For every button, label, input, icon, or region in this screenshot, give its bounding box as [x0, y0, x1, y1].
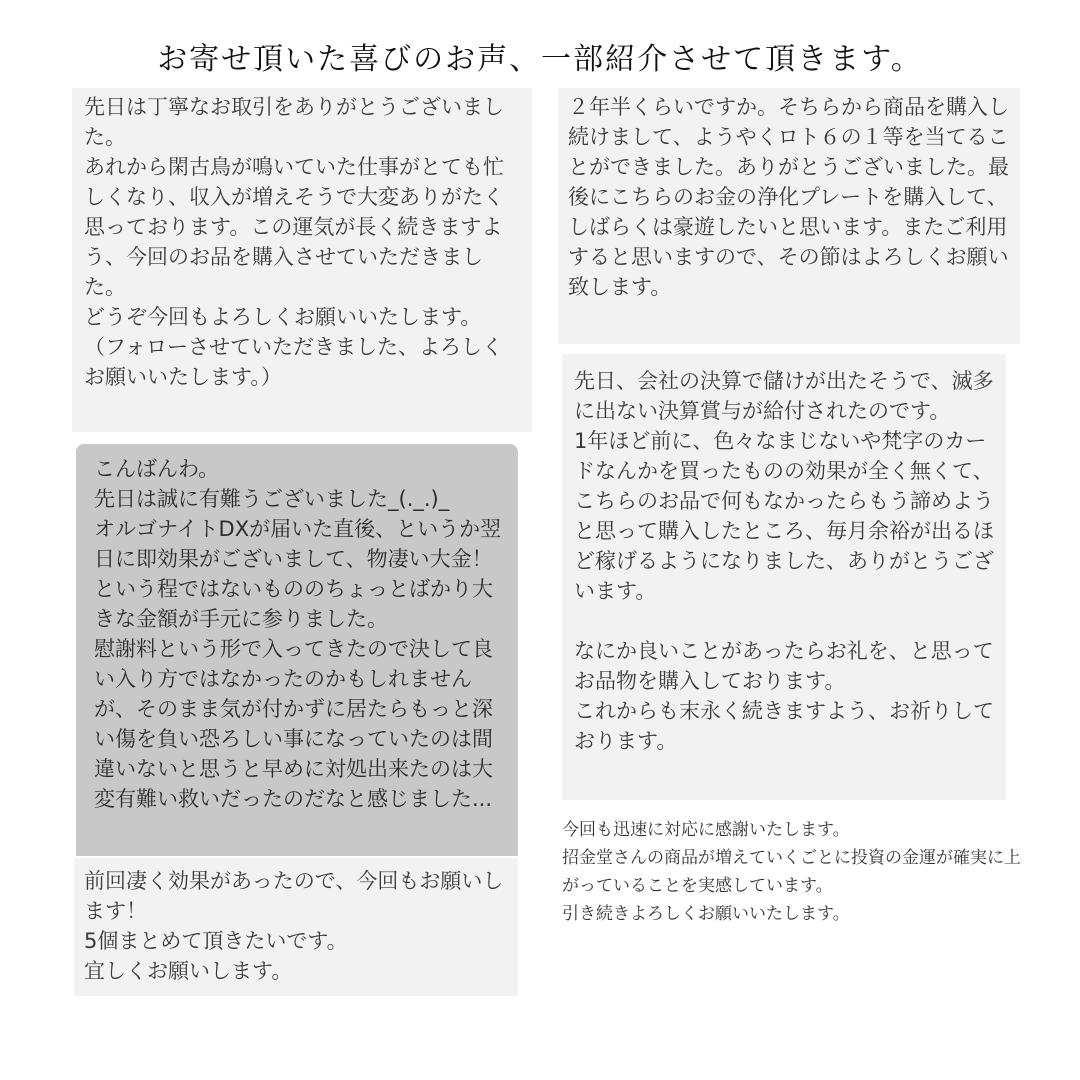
testimonial-card: 先日、会社の決算で儲けが出たそうで、滅多に出ない決算賞与が給付されたのです。 1年ほど前に、色々なまじないや梵字のカードなんかを買ったものの効果が全く無くて、こちらのお品で何もなかったらもう諦めようと思って購入したところ、毎月余裕が出るほど稼げるようになりました、ありがとうございます。 なにか良いことがあったらお礼を、と思ってお品物を購入しております。 これからも末永く続きますよう、お祈りしております。	[562, 354, 1006, 800]
testimonial-card: 今回も迅速に対応に感謝いたします。 招金堂さんの商品が増えていくごとに投資の金運が確実に上がっていることを実感しています。 引き続きよろしくお願いいたします。	[562, 820, 1021, 924]
testimonial-card: 先日は丁寧なお取引をありがとうございました。 あれから閑古鳥が鳴いていた仕事がとても忙しくなり、収入が増えそうで大変ありがたく思っております。この運気が長く続きますよう、今回のお品を購入させていただきました。 どうぞ今回もよろしくお願いいたします。 （フォローさせていただきました、よろしくお願いいたします。）	[72, 88, 532, 432]
testimonial-card: こんばんわ。 先日は誠に有難うございました_(._.)_ オルゴナイトDXが届いた直後、というか翌日に即効果がございまして、物凄い大金！という程ではないもののちょっとばかり大きな金額が手元に参りました。 慰謝料という形で入ってきたので決して良い入り方ではなかったのかもしれませんが、そのまま気が付かずに居たらもっと深い傷を負い恐ろしい事になっていたのは間違いないと思うと早めに対処出来たのは大変有難い救いだったのだなと感じました...	[76, 444, 518, 856]
testimonial-card: ２年半くらいですか。そちらから商品を購入し続けまして、ようやくロト６の１等を当てることができました。ありがとうございました。最後にこちらのお金の浄化プレートを購入して、しばらくは豪遊したいと思います。またご利用すると思いますので、その節はよろしくお願い致します。	[558, 88, 1020, 344]
testimonial-card: 前回凄く効果があったので、今回もお願いします！ 5個まとめて頂きたいです。 宜しくお願いします。	[74, 858, 518, 996]
page-title: お寄せ頂いた喜びのお声、一部紹介させて頂きます。	[157, 42, 923, 77]
